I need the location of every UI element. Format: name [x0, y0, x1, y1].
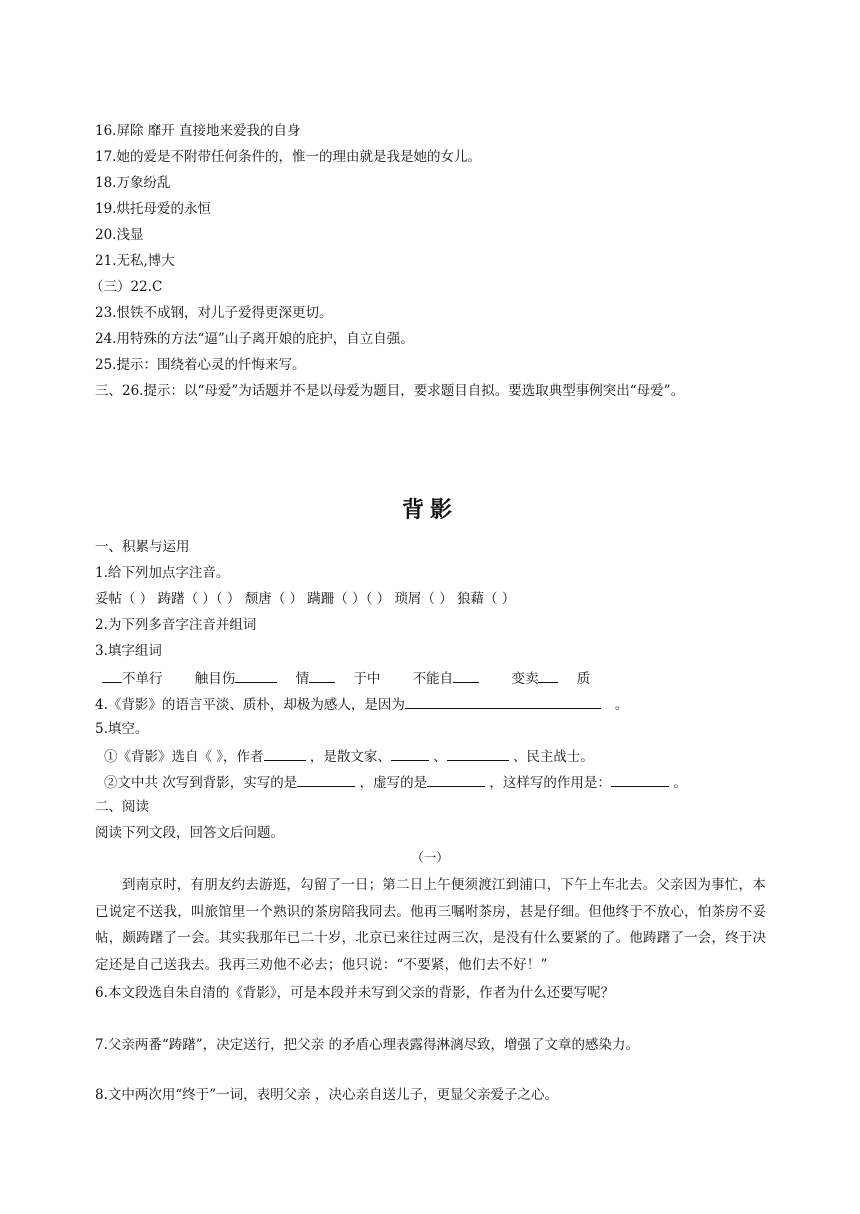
question-5: 5.填空。 [95, 721, 149, 737]
passage-label: （一） [411, 850, 449, 865]
answer-line: 17.她的爱是不附带任何条件的，惟一的理由就是我是她的女儿。 [95, 149, 481, 165]
question-3-items [102, 668, 590, 688]
question-4-end: 。 [614, 697, 629, 713]
answer-line: 25.提示：围绕着心灵的忏悔来写。 [95, 357, 306, 373]
word-fragment: 不单行 [122, 671, 163, 687]
question-5-2 [104, 772, 687, 792]
answer-blank[interactable] [453, 668, 479, 683]
answer-blank[interactable] [611, 772, 669, 787]
answer-blank[interactable] [405, 694, 601, 709]
answer-blank[interactable] [447, 746, 509, 761]
word-fragment: 不能自 [412, 671, 454, 687]
question-8: 8.文中两次用“终于”一词，表明父亲 ，决心亲自送儿子，更显父亲爱子之心。 [95, 1087, 558, 1103]
answer-blank[interactable] [427, 772, 485, 787]
answer-line: 24.用特殊的方法“逼”山子离开娘的庇护，自立自强。 [95, 331, 414, 347]
word-fragment: 触目伤 [194, 671, 236, 687]
question-1-words: 妥帖（ ） 踌躇（ ）（ ） 颓唐（ ） 蹒跚（ ）（ ） 琐屑（ ） 狼藉（ ） [95, 591, 516, 607]
answer-blank[interactable] [391, 746, 429, 761]
word-fragment: 变卖 [511, 671, 539, 687]
page-title: 背影 [401, 498, 458, 523]
answer-line: 21.无私,博大 [95, 253, 175, 269]
text-fragment: 、 [433, 749, 447, 765]
word-fragment: 于中 [353, 671, 381, 687]
question-1: 1.给下列加点字注音。 [95, 565, 230, 581]
word-fragment: 情 [295, 671, 310, 687]
text-fragment: ，是散文家、 [309, 749, 391, 765]
question-6: 6.本文段选自朱自清的《背影》，可是本段并未写到父亲的背影，作者为什么还要写呢？ [95, 985, 615, 1001]
question-3: 3.填字组词 [95, 643, 162, 659]
question-5-1 [104, 746, 594, 766]
question-2: 2.为下列多音字注音并组词 [95, 617, 257, 633]
answer-blank[interactable] [297, 772, 355, 787]
text-fragment: 。 [673, 775, 687, 791]
answer-line: 18.万象纷乱 [95, 175, 171, 191]
section-heading: 一、积累与运用 [95, 539, 190, 555]
word-fragment: 质 [576, 671, 591, 687]
answer-line: 19.烘托母爱的永恒 [95, 201, 211, 217]
text-fragment: 、民主战士。 [512, 749, 594, 765]
answer-blank[interactable] [235, 668, 277, 683]
text-fragment: ②文中共 次写到背影，实写的是 [104, 775, 298, 791]
answer-line: （三）22.C [90, 279, 163, 295]
answer-blank[interactable] [264, 746, 306, 761]
text-fragment: ①《背影》选自《 》，作者 [104, 749, 264, 765]
question-4 [95, 694, 628, 714]
question-4-text: 4.《背影》的语言平淡、质朴，却极为感人，是因为 [95, 697, 405, 713]
answer-line: 16.屏除 靡开 直接地来爱我的自身 [95, 123, 301, 139]
answer-blank[interactable] [538, 668, 558, 683]
answer-line: 三、26.提示：以“母爱”为话题并不是以母爱为题目，要求题目自拟。要选取典型事例突出“母爱”。 [95, 383, 685, 399]
question-7: 7.父亲两番“踌躇”，决定送行，把父亲 的矛盾心理表露得淋漓尽致，增强了文章的感染力。 [95, 1037, 639, 1053]
reading-passage: 到南京时，有朋友约去游逛，勾留了一日；第二日上午便须渡江到浦口，下午上车北去。父亲因为事忙，本已说定不送我，叫旅馆里一个熟识的茶房陪我同去。他再三嘱咐茶房，甚是仔细。但他终于不放心，怕茶房不妥帖，颇踌躇了一会。其实我那年已二十岁，北京已来往过两三次，是没有什么要紧的了。他踌躇了一会，终于决定还是自己送我去。我再三劝他不必去；他只说：“不要紧，他们去不好！” [95, 877, 767, 973]
answer-blank[interactable] [309, 668, 335, 683]
section-heading: 二、阅读 [95, 799, 149, 815]
text-fragment: ，虚写的是 [359, 775, 428, 791]
answer-blank[interactable] [102, 668, 122, 683]
answer-line: 23.恨铁不成钢，对儿子爱得更深更切。 [95, 305, 333, 321]
answer-line: 20.浅显 [95, 227, 144, 243]
reading-instructions: 阅读下列文段，回答文后问题。 [95, 825, 284, 841]
text-fragment: ，这样写的作用是： [489, 775, 611, 791]
